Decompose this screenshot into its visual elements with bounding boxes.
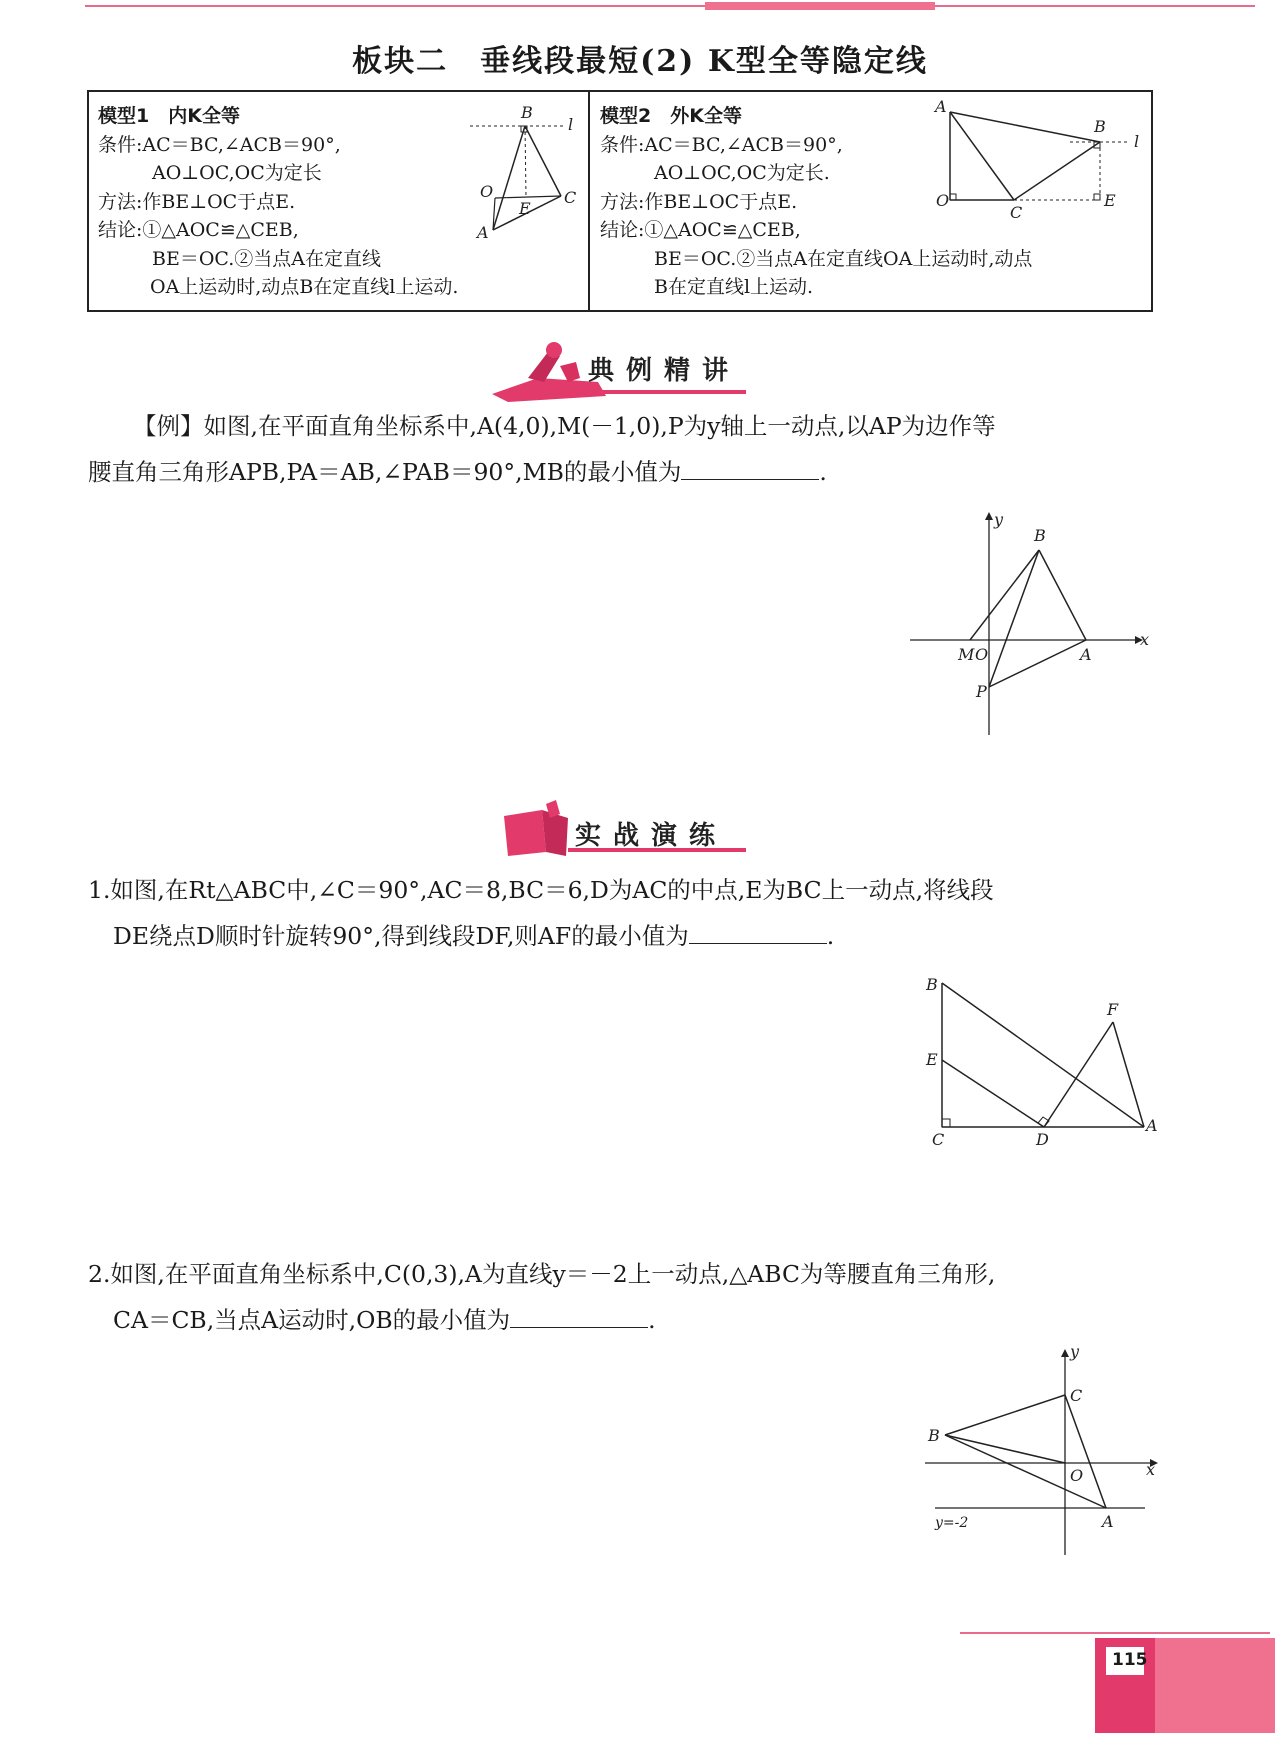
- answer-blank[interactable]: [689, 917, 827, 944]
- model2-label: A: [935, 100, 947, 116]
- section2-title: 实战演练: [575, 821, 728, 851]
- model2-segment-AB: [950, 112, 1100, 142]
- model2-segment-AC: [950, 112, 1014, 200]
- model1-line: OA上运动时,动点B在定直线l上运动.: [150, 276, 459, 298]
- q2-line2-text: CA＝CB,当点A运动时,OB的最小值为: [113, 1306, 511, 1334]
- q1-end: .: [826, 922, 835, 950]
- q2-label: y=-2: [935, 1515, 969, 1531]
- example-label: A: [1080, 645, 1092, 664]
- q1-figure: [920, 965, 1160, 1155]
- q2-label: C: [1070, 1386, 1083, 1405]
- model2-right-angle-mark: [950, 194, 956, 200]
- answer-blank[interactable]: [510, 1301, 648, 1328]
- answer-blank[interactable]: [681, 453, 819, 480]
- q2-label: B: [928, 1426, 940, 1445]
- example-end: .: [819, 458, 827, 486]
- model1-figure: [465, 100, 590, 245]
- q1-label: A: [1146, 1116, 1158, 1135]
- model1-label: A: [477, 223, 489, 242]
- example-figure: [900, 505, 1160, 740]
- model2-label: l: [1134, 132, 1140, 151]
- page-title: 板块二 垂线段最短(2) K型全等隐定线: [352, 44, 928, 79]
- q2-label: O: [1070, 1466, 1084, 1485]
- model2-line: BE＝OC.②当点A在定直线OA上运动时,动点: [654, 247, 1033, 270]
- model1-line: 方法:作BE⊥OC于点E.: [98, 190, 296, 213]
- q2-end: .: [648, 1306, 656, 1334]
- model2-line: 条件:AC＝BC,∠ACB＝90°,: [600, 133, 843, 156]
- model1-label: E: [519, 199, 531, 218]
- top-decorative-band: [85, 0, 1255, 14]
- page-number: 115: [1112, 1650, 1148, 1670]
- model2-right-angle-mark: [1094, 194, 1100, 200]
- model1-segment-BE: [525, 126, 526, 197]
- model2-label: C: [1010, 203, 1023, 222]
- model1-segment-OC: [495, 196, 561, 198]
- example-label: P: [976, 682, 987, 701]
- q1-label: B: [926, 975, 938, 994]
- model2-title: 模型2 外K全等: [600, 105, 742, 127]
- model1-label: l: [568, 115, 574, 134]
- model2-segment-CB: [1014, 142, 1100, 200]
- book-icon: [504, 810, 546, 856]
- model1-line: 条件:AC＝BC,∠ACB＝90°,: [98, 133, 341, 156]
- model2-label: O: [936, 191, 950, 210]
- q1-label: E: [926, 1050, 938, 1069]
- q2-figure: [920, 1345, 1160, 1560]
- example-label: B: [1034, 526, 1046, 545]
- model1-segment-BC: [525, 126, 561, 196]
- q1-line2-text: DE绕点D顺时针旋转90°,得到线段DF,则AF的最小值为: [113, 922, 689, 950]
- example-label: O: [975, 645, 989, 664]
- model2-line: 结论:①△AOC≌△CEB,: [600, 219, 801, 241]
- model2-label: B: [1094, 117, 1106, 136]
- q2-label: A: [1102, 1512, 1114, 1531]
- q1-line1: 1.如图,在Rt△ABC中,∠C＝90°,AC＝8,BC＝6,D为AC的中点,E为BC上一动点,将线段: [88, 876, 994, 904]
- model1-label: C: [564, 188, 577, 207]
- model2-line: B在定直线l上运动.: [654, 276, 814, 298]
- q1-segment-ED: [942, 1060, 1044, 1127]
- q1-right-angle-mark: [942, 1119, 950, 1127]
- example-segment-BM: [970, 550, 1039, 640]
- q2-segment-CA: [1065, 1395, 1106, 1508]
- model2-line: AO⊥OC,OC为定长.: [654, 162, 830, 184]
- q1-label: C: [932, 1130, 945, 1149]
- q2-label: y: [1070, 1345, 1080, 1361]
- example-segment-BA: [1039, 550, 1086, 640]
- q2-segment-BO: [945, 1435, 1065, 1463]
- q1-segment-DF: [1044, 1022, 1113, 1127]
- example-label: y: [994, 510, 1004, 529]
- model2-figure: [930, 100, 1150, 225]
- example-line1: 【例】如图,在平面直角坐标系中,A(4,0),M(－1,0),P为y轴上一动点,以AP为边作等: [133, 412, 996, 440]
- model1-line: 结论:①△AOC≌△CEB,: [98, 219, 299, 241]
- model1-label: B: [521, 103, 533, 122]
- q2-segment-CB: [945, 1395, 1065, 1435]
- q1-segment-FA: [1113, 1022, 1144, 1127]
- model1-line: AO⊥OC,OC为定长: [152, 162, 322, 184]
- example-line2: [88, 451, 827, 493]
- q2-line2: [113, 1299, 656, 1341]
- q2-line1: 2.如图,在平面直角坐标系中,C(0,3),A为直线y＝－2上一动点,△ABC为等腰直角三角形,: [88, 1260, 996, 1288]
- model1-title: 模型1 内K全等: [98, 105, 240, 127]
- footer-decoration: [955, 1628, 1275, 1738]
- example-label: M: [958, 645, 975, 664]
- section1-title: 典例精讲: [588, 356, 741, 386]
- q1-line2: [113, 915, 834, 957]
- model1-label: O: [480, 182, 494, 201]
- example-label: x: [1140, 630, 1150, 649]
- model2-label: E: [1104, 191, 1116, 210]
- q1-label: D: [1036, 1130, 1049, 1149]
- example-line2-text: 腰直角三角形APB,PA＝AB,∠PAB＝90°,MB的最小值为: [88, 458, 682, 486]
- q2-label: x: [1146, 1460, 1156, 1479]
- model2-line: 方法:作BE⊥OC于点E.: [600, 190, 798, 213]
- q1-label: F: [1107, 1000, 1119, 1019]
- model1-line: BE＝OC.②当点A在定直线: [152, 247, 382, 270]
- model1-text: [98, 102, 458, 302]
